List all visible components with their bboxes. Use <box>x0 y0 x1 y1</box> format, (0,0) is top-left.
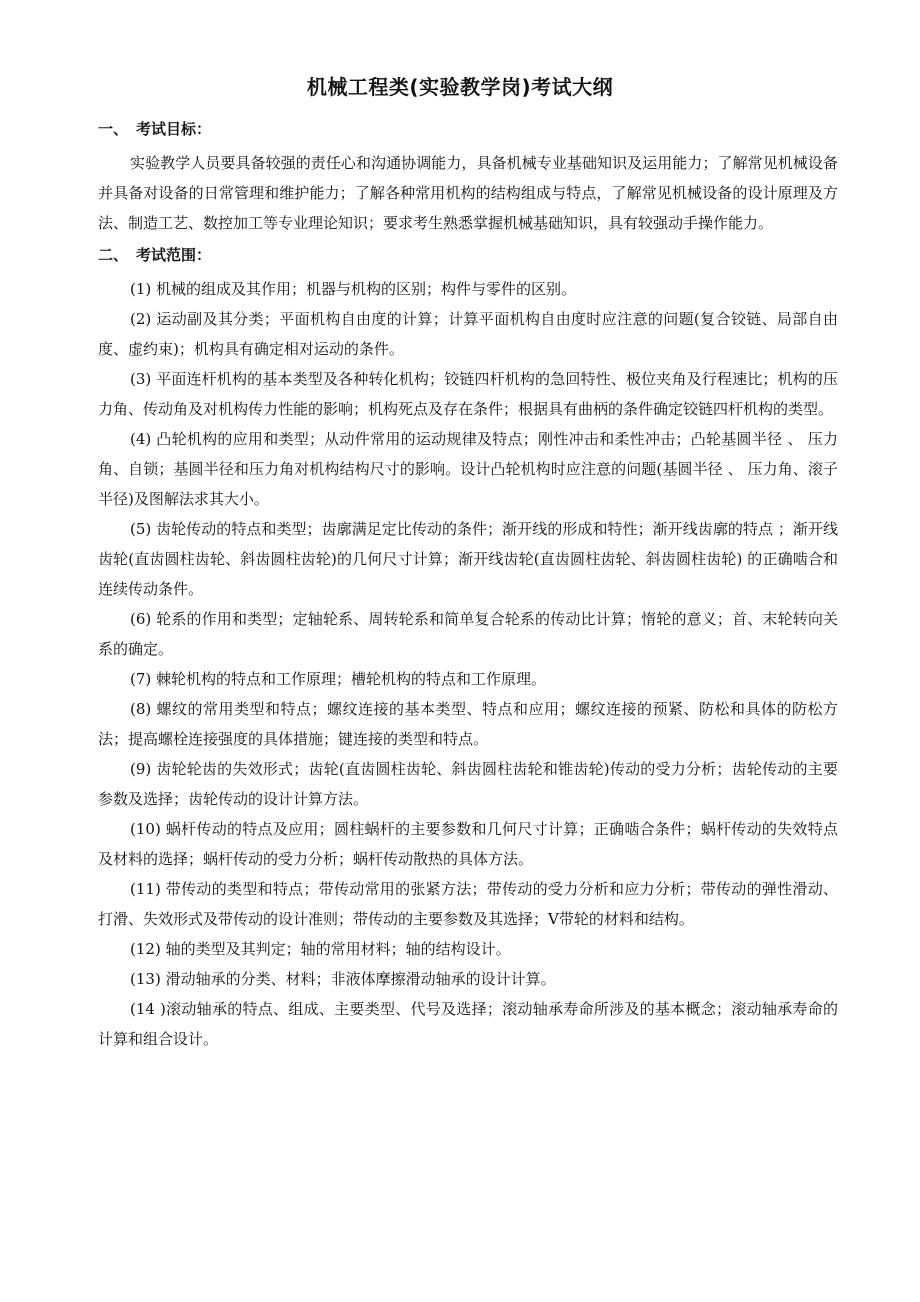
item-number: (13) <box>130 970 161 988</box>
item-number: (12) <box>130 940 161 958</box>
item-text: 齿轮传动的特点和类型；齿廓满足定比传动的条件；渐开线的形成和特性；渐开线齿廓的特点 ；渐开线齿轮(直齿圆柱齿轮、斜齿圆柱齿轮)的几何尺寸计算；渐开线齿轮(直齿圆柱齿轮、斜齿圆柱齿轮) 的正确啮合和连续传动条件。 <box>98 520 838 598</box>
item-number: (14 ) <box>130 1000 166 1018</box>
list-item <box>98 304 838 364</box>
list-item <box>98 604 838 664</box>
item-text: 凸轮机构的应用和类型；从动件常用的运动规律及特点；刚性冲击和柔性冲击；凸轮基圆半径 、 压力角、自锁；基圆半径和压力角对机构结构尺寸的影响。设计凸轮机构时应注意的问题(基圆半径 、 压力角、滚子半径)及图解法求其大小。 <box>98 430 838 508</box>
list-item <box>98 934 838 964</box>
item-text: 轴的类型及其判定；轴的常用材料；轴的结构设计。 <box>165 940 511 958</box>
item-number: (8) <box>130 700 152 718</box>
item-number: (4) <box>130 430 152 448</box>
item-text: 平面连杆机构的基本类型及各种转化机构；铰链四杆机构的急回特性、极位夹角及行程速比；机构的压力角、传动角及对机构传力性能的影响；机构死点及存在条件；根据具有曲柄的条件确定铰链四杆机构的类型。 <box>98 370 838 418</box>
item-number: (2) <box>130 310 152 328</box>
item-text: 螺纹的常用类型和特点；螺纹连接的基本类型、特点和应用；螺纹连接的预紧、防松和具体的防松方法；提高螺栓连接强度的具体措施；键连接的类型和特点。 <box>98 700 838 748</box>
item-number: (1) <box>130 280 152 298</box>
document-title: 机械工程类(实验教学岗)考试大纲 <box>306 75 614 99</box>
list-item <box>98 994 838 1054</box>
item-number: (6) <box>130 610 152 628</box>
list-item <box>98 514 838 604</box>
item-number: (7) <box>130 670 152 688</box>
list-item <box>98 364 838 424</box>
list-item <box>98 694 838 754</box>
item-text: 滑动轴承的分类、材料；非液体摩擦滑动轴承的设计计算。 <box>165 970 556 988</box>
item-text: 带传动的类型和特点；带传动常用的张紧方法；带传动的受力分析和应力分析；带传动的弹性滑动、打滑、失效形式及带传动的设计准则；带传动的主要参数及其选择；V带轮的材料和结构。 <box>98 880 838 928</box>
item-text: 棘轮机构的特点和工作原理；槽轮机构的特点和工作原理。 <box>156 670 547 688</box>
item-text: 轮系的作用和类型；定轴轮系、周转轮系和简单复合轮系的传动比计算；惰轮的意义；首、末轮转向关系的确定。 <box>98 610 838 658</box>
item-number: (5) <box>130 520 152 538</box>
section-number: 二、 <box>98 246 129 264</box>
item-number: (11) <box>130 880 161 898</box>
item-text: 齿轮轮齿的失效形式；齿轮(直齿圆柱齿轮、斜齿圆柱齿轮和锥齿轮)传动的受力分析；齿轮传动的主要参数及选择；齿轮传动的设计计算方法。 <box>98 760 838 808</box>
list-item <box>98 874 838 934</box>
item-text: 蜗杆传动的特点及应用；圆柱蜗杆的主要参数和几何尺寸计算；正确啮合条件；蜗杆传动的失效特点及材料的选择；蜗杆传动的受力分析；蜗杆传动散热的具体方法。 <box>98 820 838 868</box>
item-number: (9) <box>130 760 152 778</box>
document-body <box>98 118 838 1054</box>
section-number: 一、 <box>98 120 129 138</box>
item-text: 机械的组成及其作用；机器与机构的区别；构件与零件的区别。 <box>156 280 577 298</box>
section-heading-label: 考试目标： <box>136 120 212 138</box>
list-item <box>98 964 838 994</box>
item-text: 运动副及其分类；平面机构自由度的计算；计算平面机构自由度时应注意的问题(复合铰链、局部自由度、虚约束)；机构具有确定相对运动的条件。 <box>98 310 838 358</box>
list-item <box>98 664 838 694</box>
list-item <box>98 754 838 814</box>
scope-list <box>98 274 838 1054</box>
item-text: 滚动轴承的特点、组成、主要类型、代号及选择；滚动轴承寿命所涉及的基本概念；滚动轴承寿命的计算和组合设计。 <box>98 1000 838 1048</box>
section-heading-label: 考试范围： <box>136 246 212 264</box>
section-heading-goal <box>98 118 838 140</box>
item-number: (10) <box>130 820 161 838</box>
list-item <box>98 814 838 874</box>
goal-paragraph: 实验教学人员要具备较强的责任心和沟通协调能力，具备机械专业基础知识及运用能力；了解常见机械设备并具备对设备的日常管理和维护能力；了解各种常用机构的结构组成与特点，了解常见机械设备的设计原理及方法、制造工艺、数控加工等专业理论知识；要求考生熟悉掌握机械基础知识，具有较强动手操作能力。 <box>98 154 838 232</box>
list-item <box>98 424 838 514</box>
section-heading-scope <box>98 244 838 266</box>
item-number: (3) <box>130 370 152 388</box>
list-item <box>98 274 838 304</box>
